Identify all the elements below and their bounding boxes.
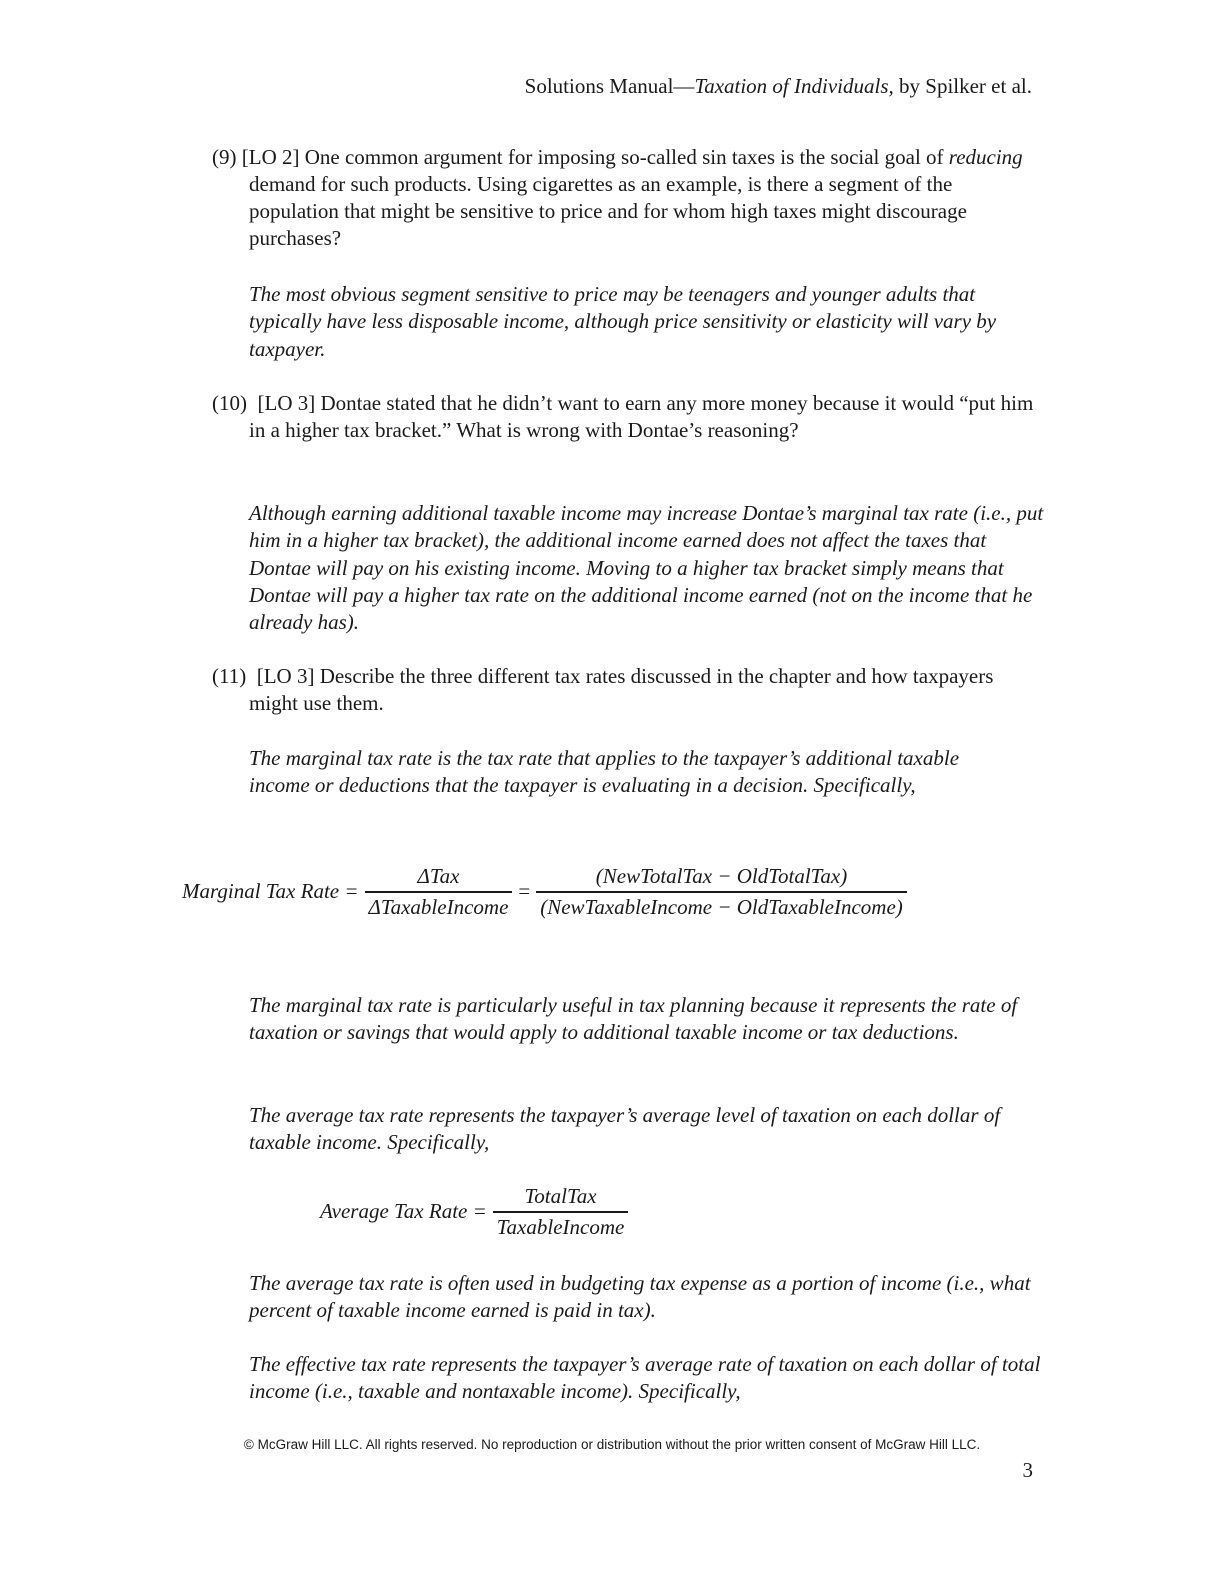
question-11-number: (11): [212, 664, 247, 688]
question-10: [212, 390, 1042, 444]
answer-11-average: The average tax rate represents the taxpayer’s average level of taxation on each dollar of taxable income. Specifically,: [249, 1103, 1001, 1155]
answer-11-marginal-usage: The marginal tax rate is particularly useful in tax planning because it represents the rate of taxation or savings that would apply to additional taxable income or tax deductions.: [249, 993, 1018, 1045]
question-11-body: [LO 3] Describe the three different tax rates discussed in the chapter and how taxpayers might use them.: [249, 664, 994, 715]
header-book-title: Taxation of Individuals,: [694, 74, 894, 98]
question-9-text-b: demand for such products. Using cigarettes as an example, is there a segment of the population that might be sensitive to price and for whom high taxes might discourage purchases?: [249, 172, 967, 250]
copyright-footer: © McGraw Hill LLC. All rights reserved. No reproduction or distribution without the prior written consent of McGraw Hill LLC.: [243, 1437, 981, 1452]
question-9-text-a: [LO 2] One common argument for imposing so-called sin taxes is the social goal of: [241, 145, 949, 169]
answer-11-average-usage: The average tax rate is often used in budgeting tax expense as a portion of income (i.e., what percent of taxable income earned is paid in tax).: [249, 1271, 1031, 1323]
average-fraction: [493, 1184, 629, 1240]
marginal-fraction-1-denominator: ΔTaxableIncome: [368, 894, 509, 919]
average-formula-lhs: Average Tax Rate =: [320, 1199, 487, 1224]
equals-sign: =: [518, 879, 531, 904]
marginal-fraction-2-denominator: (NewTaxableIncome − OldTaxableIncome): [540, 894, 903, 919]
answer-11-marginal: The marginal tax rate is the tax rate that applies to the taxpayer’s additional taxable income or deductions that the taxpayer is evaluating in a decision. Specifically,: [249, 746, 960, 798]
marginal-fraction-2: [536, 864, 907, 920]
question-11: [212, 663, 1042, 717]
marginal-fraction-2-numerator: (NewTotalTax − OldTotalTax): [595, 864, 848, 888]
average-fraction-numerator: TotalTax: [524, 1184, 597, 1208]
marginal-fraction-1: [365, 864, 513, 920]
header-authors: by Spilker et al.: [893, 74, 1032, 98]
marginal-tax-rate-formula: [182, 864, 907, 920]
answer-10: Although earning additional taxable income may increase Dontae’s marginal tax rate (i.e., put him in a higher tax bracket), the additional income earned does not affect the taxes that Dontae will pay on his existing income. Moving to a higher tax bracket simply means that Dontae will pay a higher tax rate on the additional income earned (not on the income that he already has).: [249, 501, 1044, 635]
running-header: [525, 72, 1032, 100]
question-10-number: (10): [212, 391, 247, 415]
marginal-fraction-1-numerator: ΔTax: [417, 864, 460, 888]
question-10-body: [LO 3] Dontae stated that he didn’t want to earn any more money because it would “put him in a higher tax bracket.” What is wrong with Dontae’s reasoning?: [249, 391, 1034, 442]
marginal-formula-lhs: Marginal Tax Rate =: [182, 879, 359, 904]
question-11-text: [212, 663, 1042, 717]
page-number: 3: [1022, 1458, 1033, 1482]
question-9-text-emphasis: reducing: [948, 145, 1023, 169]
average-fraction-denominator: TaxableIncome: [496, 1214, 625, 1239]
question-9-number: (9): [212, 145, 237, 169]
question-9-text: [212, 144, 1042, 252]
question-10-text: [212, 390, 1042, 444]
answer-9: The most obvious segment sensitive to price may be teenagers and younger adults that typically have less disposable income, although price sensitivity or elasticity will vary by taxpayer.: [249, 282, 997, 361]
header-prefix: Solutions Manual—: [524, 74, 695, 98]
answer-11-effective: The effective tax rate represents the taxpayer’s average rate of taxation on each dollar of total income (i.e., taxable and nontaxable income). Specifically,: [249, 1352, 1041, 1404]
average-tax-rate-formula: [320, 1184, 628, 1240]
question-9: [212, 144, 1042, 252]
